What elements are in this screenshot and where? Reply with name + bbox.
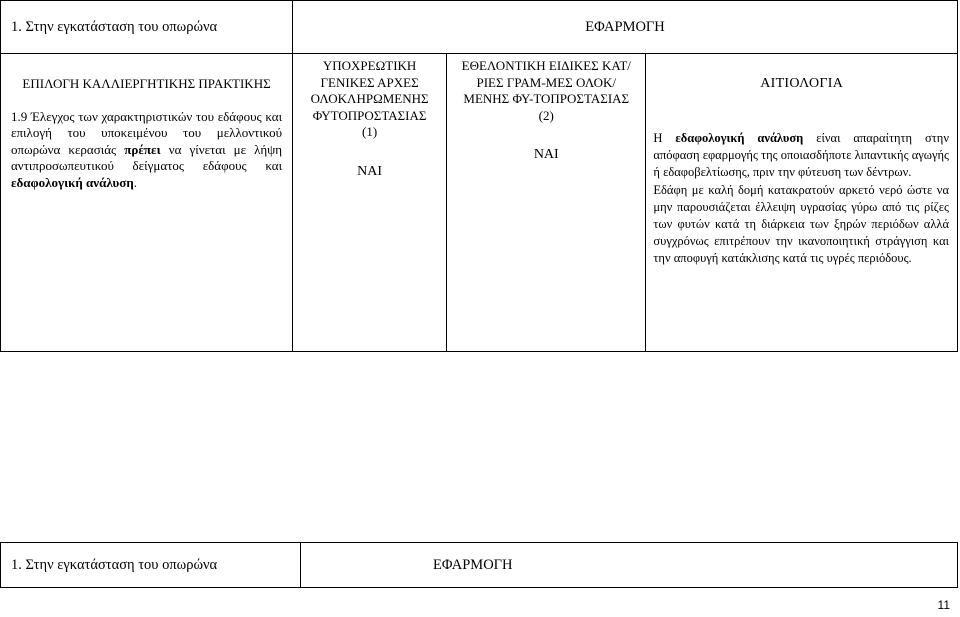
stage-title-cell — [1, 1, 293, 54]
application-title: ΕΦΑΡΜΟΓΗ — [585, 19, 665, 35]
voluntary-note: (2) — [538, 107, 554, 123]
footer-table — [0, 542, 958, 588]
stage-title: 1. Στην εγκατάσταση του οπωρώνα — [11, 19, 218, 35]
justification-paragraph-1: Η εδαφολογική ανάλυση είναι απαραίτητη στην απόφαση εφαρμογής της οποιασδήποτε λιπαντικής αγωγής ή εδαφοβελτίωσης, πριν την φύτευση των δέντρων. — [653, 131, 949, 180]
voluntary-value: ΝΑΙ — [533, 147, 559, 162]
page-number: 11 — [937, 598, 950, 612]
application-title-cell — [293, 1, 958, 54]
footer-application-cell — [301, 543, 958, 588]
mandatory-note: (1) — [362, 124, 378, 139]
mandatory-heading: ΥΠΟΧΡΕΩΤΙΚΗ ΓΕΝΙΚΕΣ ΑΡΧΕΣ ΟΛΟΚΛΗΡΩΜΕΝΗΣ ΦΥΤΟΠΡΟΣΤΑΣΙΑΣ — [310, 58, 429, 123]
footer-application-title: ΕΦΑΡΜΟΓΗ — [433, 557, 513, 573]
footer-stage-cell — [1, 543, 301, 588]
criterion-bold-analysis: εδαφολογική ανάλυση — [11, 174, 134, 190]
voluntary-cell — [447, 54, 646, 352]
voluntary-heading: ΕΘΕΛΟΝΤΙΚΗ ΕΙΔΙΚΕΣ ΚΑΤ/ΡΙΕΣ ΓΡΑΜ-ΜΕΣ ΟΛΟΚ/ΜΕΝΗΣ ΦΥ-ΤΟΠΡΟΣΤΑΣΙΑΣ — [461, 58, 631, 106]
justification-text — [646, 130, 957, 268]
mandatory-value: ΝΑΙ — [357, 163, 383, 179]
justification-bold: εδαφολογική ανάλυση — [675, 131, 804, 145]
criterion-text: 1.9 Έλεγχος των χαρακτηριστικών του εδάφους και επιλογή του υποκειμένου του μελλοντικού οπωρώνα κερασιάς πρέπει να γίνεται με λήψη αντιπροσωπευτικού δείγματος εδάφους και εδαφολογική ανάλυση. — [11, 108, 283, 190]
justification-cell — [646, 54, 958, 352]
footer-stage-title: 1. Στην εγκατάσταση του οπωρώνα — [11, 557, 218, 573]
category-heading: ΕΠΙΛΟΓΗ ΚΑΛΛΙΕΡΓΗΤΙΚΗΣ ΠΡΑΚΤΙΚΗΣ — [22, 76, 271, 91]
justification-heading: ΑΙΤΙΟΛΟΓΙΑ — [760, 76, 844, 91]
justification-paragraph-2: Εδάφη με καλή δομή κατακρατούν αρκετό νερό ώστε να μην παρουσιάζεται έλλειψη υγρασίας γύρω από τις ρίζες των φυτών κατά τη διάρκεια των ξηρών περιόδων αλλά συγχρόνως επιτρέπουν την ικανοποιητική στράγγιση και την αποφυγή κατάκλισης κατά τις υγρές περιόδους. — [653, 182, 949, 266]
criterion-cell — [1, 54, 293, 352]
mandatory-cell — [293, 54, 447, 352]
criterion-bold-must: πρέπει — [124, 141, 161, 157]
